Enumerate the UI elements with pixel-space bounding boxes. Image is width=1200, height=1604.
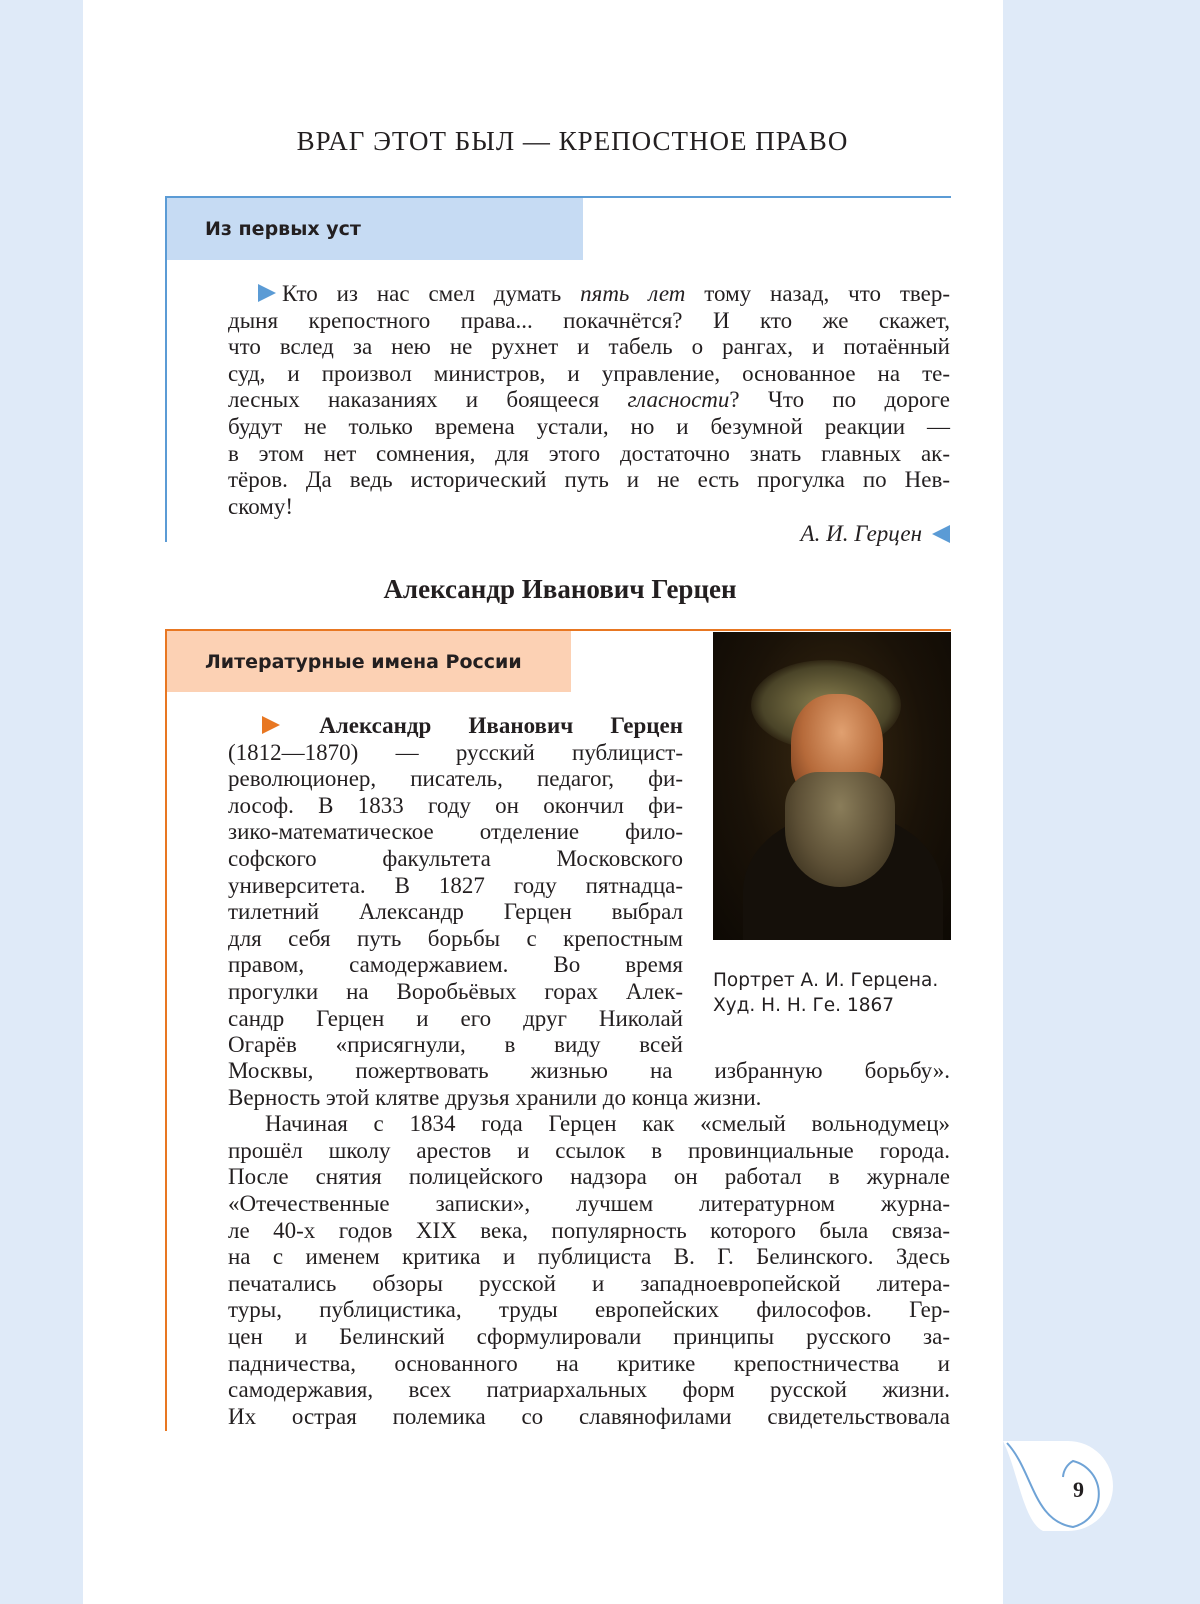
triangle-right-icon [258, 284, 276, 302]
bio-line: прошёл школу арестов и ссылок в провинциальные города. [228, 1137, 950, 1163]
bio-line: Верность этой клятве друзья хранили до конца жизни. [228, 1084, 762, 1110]
bio-line: для себя путь борьбы с крепостным [228, 925, 683, 951]
bio-line: тилетний Александр Герцен выбрал [228, 899, 683, 925]
bio-name: Александр Иванович Герцен [319, 713, 683, 738]
quote-text-segment: тёров. Да ведь исторический путь и не есть прогулка по Нев- [228, 467, 950, 493]
quote-text-segment: скому! [228, 493, 293, 519]
quote-text-segment: Кто из нас смел думать [282, 281, 581, 306]
triangle-left-icon [932, 525, 950, 543]
quote-line [228, 414, 950, 441]
bio-line: лософ. В 1833 году он окончил фи- [228, 792, 683, 818]
quote-line [228, 361, 950, 388]
portrait-caption [713, 968, 938, 1018]
quote-line [228, 441, 950, 468]
bio-box-label: Литературные имена России [167, 631, 571, 692]
quote-box-label: Из первых уст [167, 198, 583, 260]
bio-line: университета. В 1827 году пятнадца- [228, 872, 683, 898]
caption-line: Портрет А. И. Герцена. [713, 970, 939, 991]
quote-author: А. И. Герцен [800, 521, 922, 546]
bio-line: правом, самодержавием. Во время [228, 952, 683, 978]
bio-line: (1812—1870) — русский публицист- [228, 739, 683, 765]
bio-line: Москвы, пожертвовать жизнью на избранную борьбу». [228, 1058, 950, 1083]
quote-italic-segment: пять лет [580, 281, 686, 306]
bio-line: Огарёв «присягнули, в виду всей [228, 1032, 683, 1058]
bio-line: падничества, основанного на критике крепостничества и [228, 1350, 950, 1376]
quote-text-segment: суд, и произвол министров, и управление, основанное на те- [228, 360, 950, 386]
quote-text-segment: тому назад, что твер- [685, 281, 950, 306]
bio-line: софского факультета Московского [228, 845, 683, 871]
quote-line [228, 334, 950, 361]
bio-line: прогулки на Воробьёвых горах Алек- [228, 978, 683, 1004]
portrait-image [713, 632, 951, 940]
quote-text-segment: дыня крепостного права... покачнётся? И кто же скажет, [228, 307, 950, 333]
quote-line [228, 494, 950, 521]
triangle-right-icon [262, 716, 280, 734]
quote-line [228, 387, 950, 414]
quote-line [228, 467, 950, 494]
quote-text-segment: лесных наказаниях и боящееся [228, 387, 628, 413]
bio-line: «Отечественные записки», лучшем литературном журна- [228, 1190, 950, 1216]
page-corner-swirl [1003, 1441, 1133, 1531]
bio-line: революционер, писатель, педагог, фи- [228, 766, 683, 792]
quote-text [228, 281, 950, 520]
bio-line: После снятия полицейского надзора он работал в журнале [228, 1164, 950, 1190]
bio-line: Их острая полемика со славянофилами свидетельствовала [228, 1403, 950, 1429]
quote-line [228, 281, 950, 308]
page-number: 9 [1073, 1477, 1084, 1502]
caption-line: Худ. Н. Н. Ге. 1867 [713, 995, 895, 1016]
quote-text-segment: ? Что по дороге [729, 387, 950, 413]
page-title: ВРАГ ЭТОТ БЫЛ — КРЕПОСТНОЕ ПРАВО [296, 126, 849, 156]
quote-text-segment: будут не только времена устали, но и безумной реакции — [228, 413, 950, 439]
quote-line [228, 308, 950, 335]
bio-text [228, 713, 683, 1059]
bio-line: ле 40-х годов XIX века, популярность которого была связа- [228, 1217, 950, 1243]
bio-line: на с именем критика и публициста В. Г. Белинского. Здесь [228, 1244, 950, 1270]
bio-line: туры, публицистика, труды европейских философов. Гер- [228, 1297, 950, 1323]
bio-line: цен и Белинский сформулировали принципы русского за- [228, 1323, 950, 1349]
quote-author-row [801, 521, 950, 547]
bio-intro-line [228, 713, 683, 740]
section-heading: Александр Иванович Герцен [383, 574, 737, 604]
bio-line: самодержавия, всех патриархальных форм русской жизни. [228, 1377, 950, 1403]
quote-text-segment: в этом нет сомнения, для этого достаточно знать главных ак- [228, 440, 950, 466]
bio-line: Начиная с 1834 года Герцен как «смелый вольнодумец» [265, 1111, 950, 1137]
quote-text-segment: что вслед за нею не рухнет и табель о рангах, и потаённый [228, 334, 950, 360]
quote-italic-segment: гласности [627, 387, 730, 413]
bio-text-continued [228, 1058, 950, 1430]
bio-line: сандр Герцен и его друг Николай [228, 1005, 683, 1031]
bio-box-left-line [165, 629, 167, 1431]
bio-line: зико-математическое отделение фило- [228, 819, 683, 845]
bio-line: печатались обзоры русской и западноевропейской литера- [228, 1270, 950, 1296]
